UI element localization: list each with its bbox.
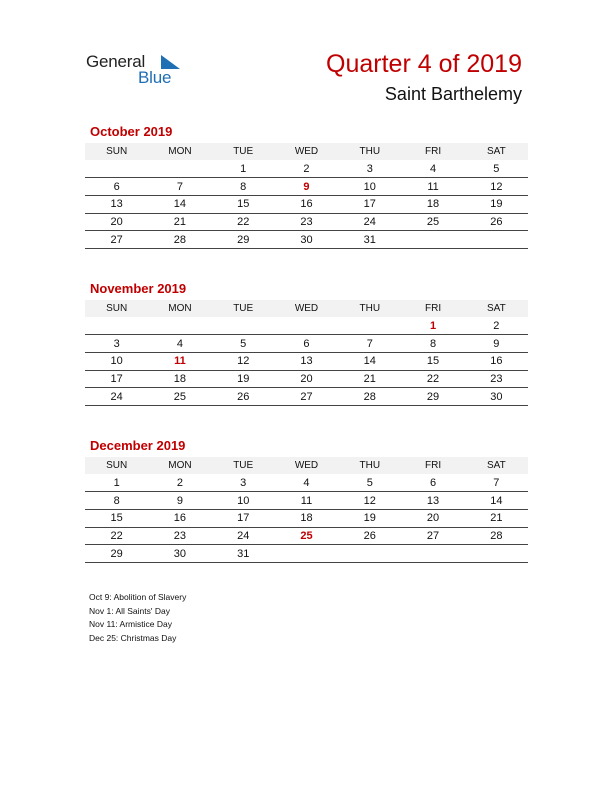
day-cell: 20 xyxy=(401,509,464,527)
day-cell: 26 xyxy=(212,388,275,406)
day-cell: 31 xyxy=(338,231,401,249)
holiday-day-cell: 25 xyxy=(275,527,338,545)
weekday-header-row xyxy=(85,457,528,474)
month-october xyxy=(85,124,528,249)
holiday-note: Nov 1: All Saints' Day xyxy=(89,605,170,616)
weekday-header-row xyxy=(85,300,528,317)
weekday-header: SUN xyxy=(85,457,148,474)
month-november xyxy=(85,281,528,406)
day-cell: 8 xyxy=(212,178,275,196)
day-cell: 2 xyxy=(148,474,211,492)
day-cell: 10 xyxy=(212,492,275,510)
month-title: December 2019 xyxy=(90,438,186,453)
empty-day-cell xyxy=(148,160,211,178)
day-cell: 30 xyxy=(275,231,338,249)
weekday-header: TUE xyxy=(212,457,275,474)
week-row xyxy=(85,527,528,545)
empty-day-cell xyxy=(401,231,464,249)
calendar-table xyxy=(85,457,528,563)
week-row xyxy=(85,474,528,492)
day-cell: 15 xyxy=(401,352,464,370)
weekday-header: SUN xyxy=(85,143,148,160)
day-cell: 13 xyxy=(85,195,148,213)
weekday-header: TUE xyxy=(212,300,275,317)
month-title: October 2019 xyxy=(90,124,173,139)
day-cell: 28 xyxy=(148,231,211,249)
day-cell: 27 xyxy=(85,231,148,249)
day-cell: 7 xyxy=(148,178,211,196)
day-cell: 19 xyxy=(212,370,275,388)
calendar-table xyxy=(85,143,528,249)
day-cell: 27 xyxy=(275,388,338,406)
day-cell: 15 xyxy=(85,509,148,527)
weekday-header-row xyxy=(85,143,528,160)
day-cell: 10 xyxy=(85,352,148,370)
empty-day-cell xyxy=(338,545,401,563)
empty-day-cell xyxy=(338,317,401,335)
day-cell: 14 xyxy=(148,195,211,213)
day-cell: 8 xyxy=(401,335,464,353)
week-row xyxy=(85,195,528,213)
weekday-header: FRI xyxy=(401,457,464,474)
empty-day-cell xyxy=(401,545,464,563)
day-cell: 2 xyxy=(465,317,528,335)
day-cell: 20 xyxy=(85,213,148,231)
day-cell: 22 xyxy=(212,213,275,231)
holiday-notes xyxy=(89,591,186,646)
day-cell: 28 xyxy=(338,388,401,406)
weekday-header: THU xyxy=(338,143,401,160)
holiday-day-cell: 1 xyxy=(401,317,464,335)
day-cell: 10 xyxy=(338,178,401,196)
empty-day-cell xyxy=(465,545,528,563)
day-cell: 29 xyxy=(85,545,148,563)
day-cell: 3 xyxy=(85,335,148,353)
empty-day-cell xyxy=(85,160,148,178)
day-cell: 24 xyxy=(338,213,401,231)
weekday-header: SAT xyxy=(465,457,528,474)
day-cell: 17 xyxy=(338,195,401,213)
weekday-header: SAT xyxy=(465,143,528,160)
page-subtitle: Saint Barthelemy xyxy=(384,84,522,104)
day-cell: 24 xyxy=(85,388,148,406)
weekday-header: MON xyxy=(148,143,211,160)
weekday-header: FRI xyxy=(401,300,464,317)
day-cell: 13 xyxy=(401,492,464,510)
weekday-header: FRI xyxy=(401,143,464,160)
day-cell: 3 xyxy=(212,474,275,492)
day-cell: 19 xyxy=(465,195,528,213)
empty-day-cell xyxy=(275,545,338,563)
day-cell: 25 xyxy=(148,388,211,406)
holiday-note: Nov 11: Armistice Day xyxy=(89,619,172,630)
page-title: Quarter 4 of 2019 xyxy=(326,50,522,78)
day-cell: 8 xyxy=(85,492,148,510)
day-cell: 19 xyxy=(338,509,401,527)
day-cell: 5 xyxy=(465,160,528,178)
empty-day-cell xyxy=(85,317,148,335)
week-row xyxy=(85,160,528,178)
day-cell: 12 xyxy=(212,352,275,370)
day-cell: 14 xyxy=(465,492,528,510)
weekday-header: THU xyxy=(338,300,401,317)
day-cell: 11 xyxy=(275,492,338,510)
weekday-header: MON xyxy=(148,457,211,474)
day-cell: 6 xyxy=(85,178,148,196)
day-cell: 23 xyxy=(275,213,338,231)
day-cell: 16 xyxy=(148,509,211,527)
day-cell: 26 xyxy=(465,213,528,231)
day-cell: 24 xyxy=(212,527,275,545)
day-cell: 22 xyxy=(85,527,148,545)
day-cell: 16 xyxy=(275,195,338,213)
day-cell: 18 xyxy=(275,509,338,527)
holiday-day-cell: 9 xyxy=(275,178,338,196)
day-cell: 30 xyxy=(465,388,528,406)
calendar-table xyxy=(85,300,528,406)
day-cell: 14 xyxy=(338,352,401,370)
day-cell: 1 xyxy=(85,474,148,492)
day-cell: 6 xyxy=(401,474,464,492)
day-cell: 9 xyxy=(148,492,211,510)
day-cell: 18 xyxy=(148,370,211,388)
day-cell: 23 xyxy=(148,527,211,545)
empty-day-cell xyxy=(465,231,528,249)
day-cell: 5 xyxy=(338,474,401,492)
day-cell: 21 xyxy=(148,213,211,231)
month-title: November 2019 xyxy=(90,281,187,296)
day-cell: 26 xyxy=(338,527,401,545)
day-cell: 13 xyxy=(275,352,338,370)
day-cell: 2 xyxy=(275,160,338,178)
week-row xyxy=(85,545,528,563)
day-cell: 27 xyxy=(401,527,464,545)
logo xyxy=(86,50,196,90)
day-cell: 4 xyxy=(148,335,211,353)
day-cell: 1 xyxy=(212,160,275,178)
day-cell: 28 xyxy=(465,527,528,545)
week-row xyxy=(85,370,528,388)
weekday-header: TUE xyxy=(212,143,275,160)
day-cell: 29 xyxy=(401,388,464,406)
day-cell: 7 xyxy=(465,474,528,492)
day-cell: 20 xyxy=(275,370,338,388)
holiday-note: Dec 25: Christmas Day xyxy=(89,633,177,644)
weekday-header: MON xyxy=(148,300,211,317)
day-cell: 3 xyxy=(338,160,401,178)
empty-day-cell xyxy=(148,317,211,335)
day-cell: 5 xyxy=(212,335,275,353)
holiday-note: Oct 9: Abolition of Slavery xyxy=(89,592,187,602)
day-cell: 31 xyxy=(212,545,275,563)
day-cell: 15 xyxy=(212,195,275,213)
day-cell: 23 xyxy=(465,370,528,388)
day-cell: 7 xyxy=(338,335,401,353)
week-row xyxy=(85,178,528,196)
day-cell: 29 xyxy=(212,231,275,249)
week-row xyxy=(85,335,528,353)
week-row xyxy=(85,231,528,249)
day-cell: 12 xyxy=(465,178,528,196)
week-row xyxy=(85,213,528,231)
weekday-header: WED xyxy=(275,143,338,160)
day-cell: 30 xyxy=(148,545,211,563)
day-cell: 18 xyxy=(401,195,464,213)
day-cell: 12 xyxy=(338,492,401,510)
day-cell: 16 xyxy=(465,352,528,370)
week-row xyxy=(85,388,528,406)
day-cell: 25 xyxy=(401,213,464,231)
day-cell: 11 xyxy=(401,178,464,196)
day-cell: 4 xyxy=(401,160,464,178)
weekday-header: SUN xyxy=(85,300,148,317)
week-row xyxy=(85,352,528,370)
empty-day-cell xyxy=(212,317,275,335)
day-cell: 17 xyxy=(212,509,275,527)
week-row xyxy=(85,317,528,335)
empty-day-cell xyxy=(275,317,338,335)
day-cell: 9 xyxy=(465,335,528,353)
month-december xyxy=(85,438,528,563)
weekday-header: THU xyxy=(338,457,401,474)
weekday-header: SAT xyxy=(465,300,528,317)
holiday-day-cell: 11 xyxy=(148,352,211,370)
logo-text-general: General xyxy=(86,52,146,71)
day-cell: 22 xyxy=(401,370,464,388)
day-cell: 21 xyxy=(338,370,401,388)
weekday-header: WED xyxy=(275,457,338,474)
day-cell: 17 xyxy=(85,370,148,388)
logo-flag-icon xyxy=(161,55,180,69)
week-row xyxy=(85,492,528,510)
weekday-header: WED xyxy=(275,300,338,317)
day-cell: 6 xyxy=(275,335,338,353)
day-cell: 4 xyxy=(275,474,338,492)
week-row xyxy=(85,509,528,527)
logo-text-blue: Blue xyxy=(138,68,172,87)
day-cell: 21 xyxy=(465,509,528,527)
